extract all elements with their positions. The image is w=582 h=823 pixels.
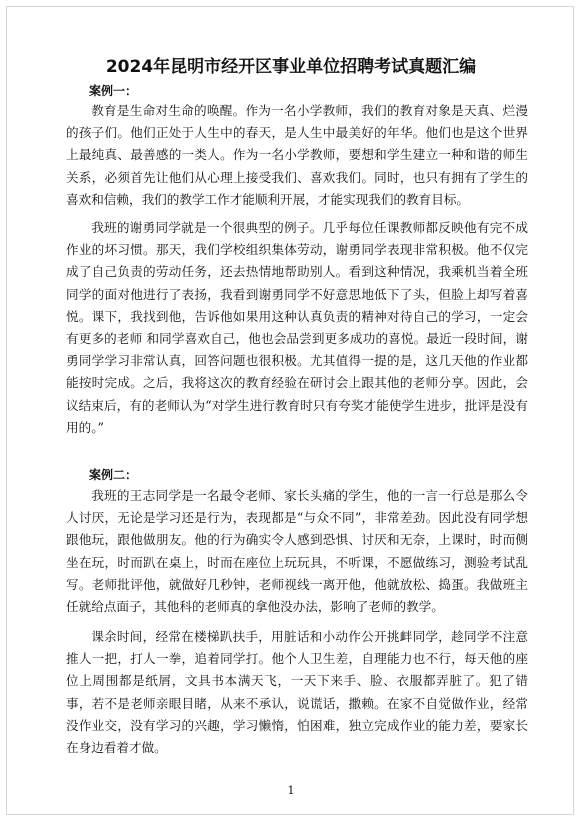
case-one-heading: 案例一：: [89, 84, 138, 98]
case-two-heading: 案例二：: [89, 468, 138, 482]
case-two-paragraph-1: 我班的王志同学是一名最令老师、家长头痛的学生，他的一言一行总是那么令人讨厌，无论是学习还是行为，表现都是“与众不同”，非常差劲。因此没有同学想跟他玩，跟他做朋友。他的行为确实令人感到恐惧、讨厌和无奈，上课时，时而侧坐在玩，时而趴在桌上，时而在座位上玩玩具，不听课，不愿做练习，测验考试乱写。老师批评他，就做好几秒钟，老师视线一离开他，他就放松、捣蛋。我做班主任就给点面子，其他科的老师真的拿他没办法，影响了老师的教学。: [66, 488, 528, 615]
page-number: 1: [287, 784, 295, 797]
case-two-paragraph-2: 课余时间，经常在楼梯趴扶手，用脏话和小动作公开挑衅同学，趁同学不注意推人一把，打人一拳，追着同学打。他个人卫生差，自理能力也不行，每天他的座位上周围都是纸屑，文具书本满天飞，一天下来手、脸、衣服都弄脏了。犯了错事，若不是老师亲眼目睹，从来不承认，说谎话，撒赖。在家不自觉做作业，经常没作业交，没有学习的兴趣，学习懒惰，怕困难，独立完成作业的能力差，要家长在身边看着才做。: [66, 629, 528, 756]
case-one-paragraph-2: 我班的谢勇同学就是一个很典型的例子。几乎每位任课教师都反映他有完不成作业的坏习惯。那天，我们学校组织集体劳动，谢勇同学表现非常积极。他不仅完成了自己负责的劳动任务，还去热情地帮助别人。看到这种情况，我乘机当着全班同学的面对他进行了表扬，我看到谢勇同学不好意思地低下了头，但脸上却写着喜悦。课下，我找到他，告诉他如果用这种认真负责的精神对待自己的学习，一定会有更多的老师 和同学喜欢自己，他也会品尝到更多成功的喜悦。最近一段时间，谢勇同学学习非常认真，回答问题也很积极。尤其值得一提的是，这几天他的作业都能按时完成。之后，我将这次的教育经验在研讨会上跟其他的老师分享。因此，会议结束后，有的老师认为“对学生进行教育时只有夸奖才能使学生进步，批评是没有用的。”: [66, 220, 528, 435]
case-one-paragraph-1: 教育是生命对生命的唤醒。作为一名小学教师，我们的教育对象是天真、烂漫的孩子们。他们正处于人生中的春天，是人生中最美好的年华。他们也是这个世界上最纯真、最善感的一类人。作为一名小学教师，要想和学生建立一种和谐的师生关系，必须首先让他们从心理上接受我们、喜欢我们。同时，也只有拥有了学生的喜欢和信赖，我们的教学工作才能顺利开展，才能实现我们的教育目标。: [66, 103, 528, 207]
document-title: 2024年昆明市经开区事业单位招聘考试真题汇编: [105, 57, 477, 77]
